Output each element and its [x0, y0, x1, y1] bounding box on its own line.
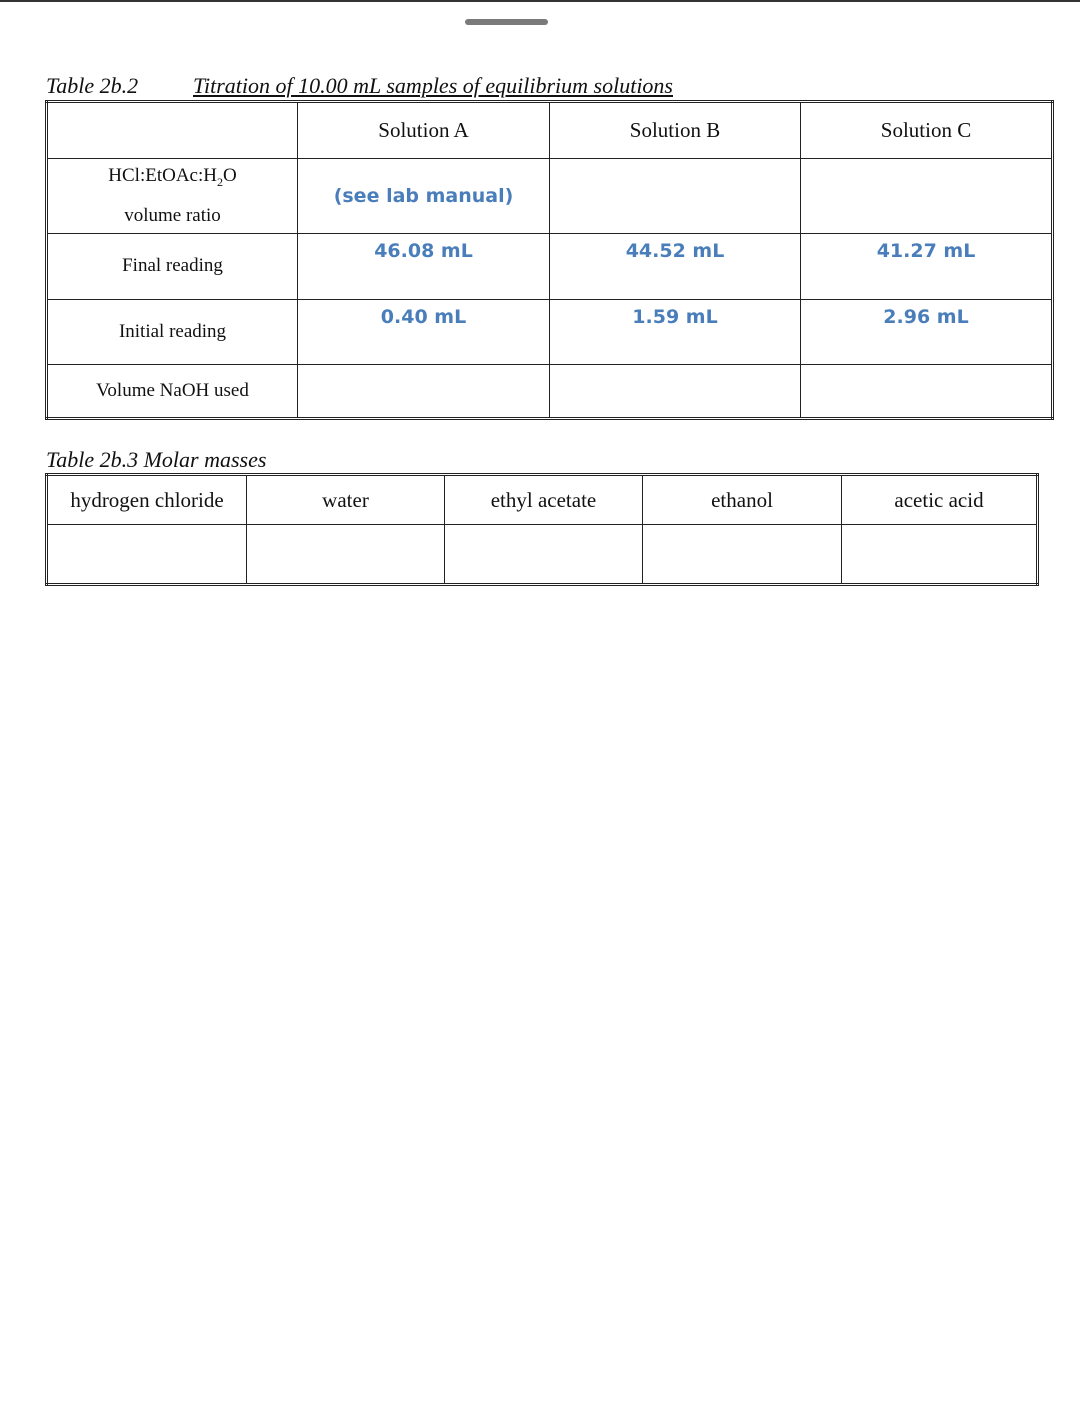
header-ethyl-acetate: ethyl acetate [445, 475, 643, 525]
header-solution-b: Solution B [550, 102, 801, 159]
cell-final-a[interactable]: 46.08 mL [298, 233, 550, 299]
table1-title-text: Titration of 10.00 mL samples of equilibrium solutions [193, 73, 673, 98]
table2-title: Table 2b.3 Molar masses [46, 447, 267, 472]
row-label-final-reading: Final reading [47, 233, 298, 299]
cell-ratio-b[interactable] [550, 159, 801, 234]
label-text: O [222, 165, 237, 186]
table-row [47, 233, 1053, 299]
table1-number: Table 2b.2 [46, 73, 139, 98]
header-water: water [247, 475, 445, 525]
row-label-volume-naoh: Volume NaOH used [47, 364, 298, 418]
drag-handle[interactable] [465, 19, 548, 25]
cell-mm-hcl[interactable] [47, 525, 247, 585]
titration-table [45, 100, 1054, 420]
cell-final-c[interactable]: 41.27 mL [801, 233, 1053, 299]
header-cell-empty [47, 102, 298, 159]
cell-mm-ethyl-acetate[interactable] [445, 525, 643, 585]
cell-ratio-a[interactable]: (see lab manual) [298, 159, 550, 234]
table-row [47, 299, 1053, 364]
label-subscript: 2 [216, 174, 223, 189]
row-label-volume-ratio [47, 159, 298, 234]
table-header-row [47, 475, 1038, 525]
cell-naoh-c[interactable] [801, 364, 1053, 418]
table-row [47, 364, 1053, 418]
table-row [47, 159, 1053, 234]
cell-mm-acetic-acid[interactable] [842, 525, 1038, 585]
header-acetic-acid: acetic acid [842, 475, 1038, 525]
header-solution-c: Solution C [801, 102, 1053, 159]
cell-initial-c[interactable]: 2.96 mL [801, 299, 1053, 364]
cell-mm-water[interactable] [247, 525, 445, 585]
table-row [47, 525, 1038, 585]
cell-initial-a[interactable]: 0.40 mL [298, 299, 550, 364]
molar-masses-table [45, 473, 1039, 586]
header-hydrogen-chloride: hydrogen chloride [47, 475, 247, 525]
table1-title [193, 73, 673, 99]
cell-ratio-c[interactable] [801, 159, 1053, 234]
row-label-initial-reading: Initial reading [47, 299, 298, 364]
header-ethanol: ethanol [643, 475, 842, 525]
label-text: HCl:EtOAc:H [108, 165, 217, 186]
top-border [0, 0, 1080, 2]
cell-naoh-a[interactable] [298, 364, 550, 418]
label-text: volume ratio [124, 204, 221, 226]
cell-final-b[interactable]: 44.52 mL [550, 233, 801, 299]
table-header-row [47, 102, 1053, 159]
cell-mm-ethanol[interactable] [643, 525, 842, 585]
cell-initial-b[interactable]: 1.59 mL [550, 299, 801, 364]
cell-naoh-b[interactable] [550, 364, 801, 418]
header-solution-a: Solution A [298, 102, 550, 159]
